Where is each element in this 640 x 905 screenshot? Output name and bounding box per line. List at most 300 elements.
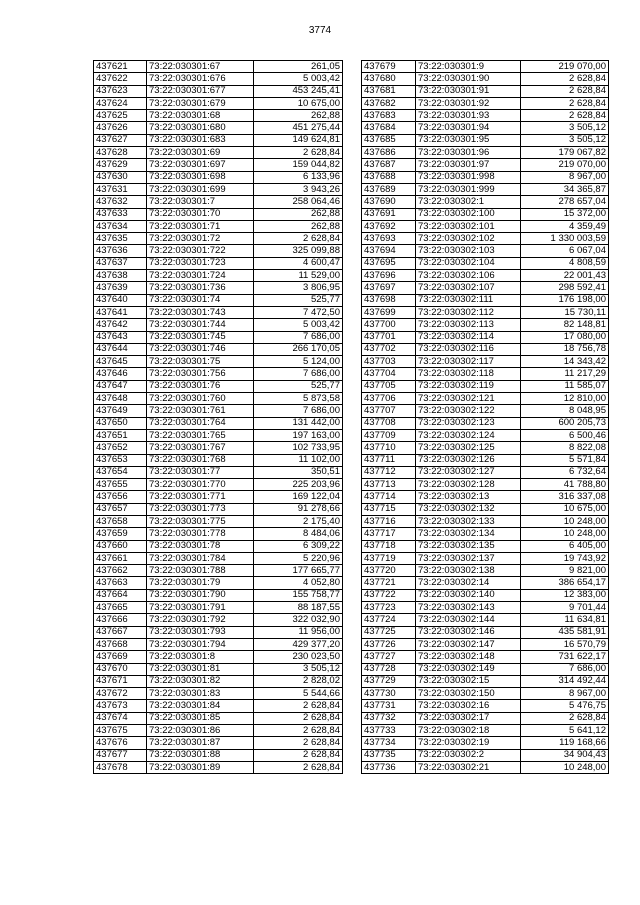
table-row	[362, 85, 609, 97]
row-number-cell: 437636	[94, 245, 147, 257]
amount-cell: 298 592,41	[521, 282, 609, 294]
amount-cell: 386 654,17	[521, 577, 609, 589]
table-row	[362, 638, 609, 650]
amount-cell: 179 067,82	[521, 147, 609, 159]
amount-cell: 2 628,84	[254, 737, 343, 749]
table-row	[362, 614, 609, 626]
amount-cell: 11 102,00	[254, 454, 343, 466]
amount-cell: 11 585,07	[521, 380, 609, 392]
row-number-cell: 437644	[94, 343, 147, 355]
amount-cell: 15 372,00	[521, 208, 609, 220]
amount-cell: 4 359,49	[521, 220, 609, 232]
amount-cell: 82 148,81	[521, 319, 609, 331]
table-row	[94, 368, 343, 380]
amount-cell: 131 442,00	[254, 417, 343, 429]
row-number-cell: 437628	[94, 147, 147, 159]
amount-cell: 4 600,47	[254, 257, 343, 269]
table-row	[94, 479, 343, 491]
table-row	[94, 614, 343, 626]
cadastral-number-cell: 73:22:030302:144	[416, 614, 521, 626]
row-number-cell: 437713	[362, 479, 416, 491]
amount-cell: 10 248,00	[521, 528, 609, 540]
amount-cell: 19 743,92	[521, 552, 609, 564]
row-number-cell: 437716	[362, 515, 416, 527]
table-row	[362, 491, 609, 503]
cadastral-number-cell: 73:22:030301:775	[147, 515, 254, 527]
table-row	[94, 712, 343, 724]
table-row	[94, 589, 343, 601]
amount-cell: 2 628,84	[254, 749, 343, 761]
row-number-cell: 437669	[94, 651, 147, 663]
amount-cell: 2 628,84	[254, 712, 343, 724]
amount-cell: 18 756,78	[521, 343, 609, 355]
row-number-cell: 437735	[362, 749, 416, 761]
row-number-cell: 437643	[94, 331, 147, 343]
table-row	[94, 749, 343, 761]
table-row	[94, 638, 343, 650]
amount-cell: 731 622,17	[521, 651, 609, 663]
table-row	[94, 675, 343, 687]
table-row	[94, 454, 343, 466]
cadastral-number-cell: 73:22:030302:150	[416, 688, 521, 700]
amount-cell: 262,88	[254, 208, 343, 220]
amount-cell: 325 099,88	[254, 245, 343, 257]
table-row	[94, 577, 343, 589]
row-number-cell: 437646	[94, 368, 147, 380]
amount-cell: 2 628,84	[254, 233, 343, 245]
cadastral-number-cell: 73:22:030302:19	[416, 737, 521, 749]
table-row	[94, 761, 343, 773]
row-number-cell: 437629	[94, 159, 147, 171]
cadastral-number-cell: 73:22:030302:101	[416, 220, 521, 232]
amount-cell: 149 624,81	[254, 134, 343, 146]
amount-cell: 17 080,00	[521, 331, 609, 343]
row-number-cell: 437632	[94, 196, 147, 208]
cadastral-number-cell: 73:22:030302:100	[416, 208, 521, 220]
amount-cell: 278 657,04	[521, 196, 609, 208]
cadastral-number-cell: 73:22:030301:70	[147, 208, 254, 220]
row-number-cell: 437694	[362, 245, 416, 257]
row-number-cell: 437722	[362, 589, 416, 601]
amount-cell: 102 733,95	[254, 442, 343, 454]
cadastral-number-cell: 73:22:030301:756	[147, 368, 254, 380]
row-number-cell: 437626	[94, 122, 147, 134]
cadastral-number-cell: 73:22:030301:746	[147, 343, 254, 355]
cadastral-number-cell: 73:22:030301:82	[147, 675, 254, 687]
table-row	[362, 73, 609, 85]
table-row	[362, 602, 609, 614]
row-number-cell: 437711	[362, 454, 416, 466]
row-number-cell: 437645	[94, 356, 147, 368]
cadastral-number-cell: 73:22:030302:146	[416, 626, 521, 638]
table-row	[362, 565, 609, 577]
amount-cell: 5 003,42	[254, 319, 343, 331]
cadastral-number-cell: 73:22:030301:8	[147, 651, 254, 663]
table-row	[362, 368, 609, 380]
amount-cell: 10 248,00	[521, 515, 609, 527]
cadastral-number-cell: 73:22:030302:126	[416, 454, 521, 466]
cadastral-number-cell: 73:22:030302:125	[416, 442, 521, 454]
table-row	[362, 319, 609, 331]
cadastral-number-cell: 73:22:030302:149	[416, 663, 521, 675]
amount-cell: 12 810,00	[521, 393, 609, 405]
cadastral-number-cell: 73:22:030301:999	[416, 183, 521, 195]
cadastral-number-cell: 73:22:030302:123	[416, 417, 521, 429]
cadastral-number-cell: 73:22:030301:698	[147, 171, 254, 183]
amount-cell: 8 484,06	[254, 528, 343, 540]
row-number-cell: 437651	[94, 429, 147, 441]
row-number-cell: 437699	[362, 306, 416, 318]
table-row	[362, 270, 609, 282]
row-number-cell: 437623	[94, 85, 147, 97]
row-number-cell: 437724	[362, 614, 416, 626]
amount-cell: 9 701,44	[521, 602, 609, 614]
cadastral-number-cell: 73:22:030301:83	[147, 688, 254, 700]
amount-cell: 10 675,00	[521, 503, 609, 515]
amount-cell: 12 383,00	[521, 589, 609, 601]
table-row	[94, 737, 343, 749]
row-number-cell: 437690	[362, 196, 416, 208]
cadastral-number-cell: 73:22:030301:90	[416, 73, 521, 85]
page-number: 3774	[308, 25, 332, 36]
amount-cell: 5 476,75	[521, 700, 609, 712]
amount-cell: 119 168,66	[521, 737, 609, 749]
cadastral-number-cell: 73:22:030302:21	[416, 761, 521, 773]
cadastral-number-cell: 73:22:030302:1	[416, 196, 521, 208]
table-row	[94, 73, 343, 85]
amount-cell: 10 248,00	[521, 761, 609, 773]
row-number-cell: 437661	[94, 552, 147, 564]
row-number-cell: 437663	[94, 577, 147, 589]
table-row	[94, 208, 343, 220]
table-row	[94, 393, 343, 405]
row-number-cell: 437680	[362, 73, 416, 85]
row-number-cell: 437698	[362, 294, 416, 306]
amount-cell: 88 187,55	[254, 602, 343, 614]
row-number-cell: 437707	[362, 405, 416, 417]
amount-cell: 525,77	[254, 380, 343, 392]
cadastral-number-cell: 73:22:030302:13	[416, 491, 521, 503]
amount-cell: 451 275,44	[254, 122, 343, 134]
row-number-cell: 437642	[94, 319, 147, 331]
cadastral-number-cell: 73:22:030301:67	[147, 61, 254, 73]
cadastral-number-cell: 73:22:030301:79	[147, 577, 254, 589]
table-row	[362, 220, 609, 232]
row-number-cell: 437664	[94, 589, 147, 601]
amount-cell: 2 628,84	[254, 700, 343, 712]
cadastral-number-cell: 73:22:030301:699	[147, 183, 254, 195]
cadastral-number-cell: 73:22:030302:134	[416, 528, 521, 540]
table-row	[94, 602, 343, 614]
cadastral-number-cell: 73:22:030301:771	[147, 491, 254, 503]
table-row	[362, 725, 609, 737]
row-number-cell: 437658	[94, 515, 147, 527]
cadastral-number-cell: 73:22:030301:93	[416, 110, 521, 122]
cadastral-number-cell: 73:22:030301:87	[147, 737, 254, 749]
table-row	[94, 171, 343, 183]
amount-cell: 261,05	[254, 61, 343, 73]
table-row	[362, 712, 609, 724]
table-row	[362, 749, 609, 761]
cadastral-number-cell: 73:22:030301:794	[147, 638, 254, 650]
table-row	[94, 626, 343, 638]
row-number-cell: 437728	[362, 663, 416, 675]
table-row	[94, 294, 343, 306]
amount-cell: 453 245,41	[254, 85, 343, 97]
amount-cell: 7 472,50	[254, 306, 343, 318]
cadastral-number-cell: 73:22:030302:14	[416, 577, 521, 589]
cadastral-number-cell: 73:22:030302:15	[416, 675, 521, 687]
row-number-cell: 437717	[362, 528, 416, 540]
cadastral-number-cell: 73:22:030302:121	[416, 393, 521, 405]
amount-cell: 41 788,80	[521, 479, 609, 491]
cadastral-number-cell: 73:22:030301:778	[147, 528, 254, 540]
row-number-cell: 437682	[362, 97, 416, 109]
amount-cell: 262,88	[254, 110, 343, 122]
amount-cell: 4 052,80	[254, 577, 343, 589]
cadastral-number-cell: 73:22:030301:92	[416, 97, 521, 109]
amount-cell: 230 023,50	[254, 651, 343, 663]
row-number-cell: 437681	[362, 85, 416, 97]
amount-cell: 11 634,81	[521, 614, 609, 626]
cadastral-number-cell: 73:22:030301:9	[416, 61, 521, 73]
cadastral-number-cell: 73:22:030301:86	[147, 725, 254, 737]
row-number-cell: 437649	[94, 405, 147, 417]
amount-cell: 5 873,58	[254, 393, 343, 405]
table-row	[94, 147, 343, 159]
cadastral-number-cell: 73:22:030301:761	[147, 405, 254, 417]
row-number-cell: 437647	[94, 380, 147, 392]
row-number-cell: 437673	[94, 700, 147, 712]
table-row	[362, 479, 609, 491]
cadastral-number-cell: 73:22:030301:722	[147, 245, 254, 257]
amount-cell: 266 170,05	[254, 343, 343, 355]
amount-cell: 262,88	[254, 220, 343, 232]
cadastral-number-cell: 73:22:030302:143	[416, 602, 521, 614]
amount-cell: 5 641,12	[521, 725, 609, 737]
amount-cell: 2 828,02	[254, 675, 343, 687]
table-row	[94, 183, 343, 195]
cadastral-number-cell: 73:22:030302:102	[416, 233, 521, 245]
row-number-cell: 437693	[362, 233, 416, 245]
amount-cell: 322 032,90	[254, 614, 343, 626]
row-number-cell: 437702	[362, 343, 416, 355]
cadastral-number-cell: 73:22:030301:724	[147, 270, 254, 282]
cadastral-number-cell: 73:22:030302:124	[416, 429, 521, 441]
table-row	[94, 85, 343, 97]
table-row	[94, 442, 343, 454]
cadastral-number-cell: 73:22:030302:122	[416, 405, 521, 417]
row-number-cell: 437691	[362, 208, 416, 220]
cadastral-number-cell: 73:22:030301:680	[147, 122, 254, 134]
table-row	[362, 257, 609, 269]
row-number-cell: 437675	[94, 725, 147, 737]
amount-cell: 429 377,20	[254, 638, 343, 650]
left-table	[93, 60, 343, 774]
amount-cell: 177 665,77	[254, 565, 343, 577]
amount-cell: 11 956,00	[254, 626, 343, 638]
cadastral-number-cell: 73:22:030301:764	[147, 417, 254, 429]
row-number-cell: 437677	[94, 749, 147, 761]
cadastral-number-cell: 73:22:030302:137	[416, 552, 521, 564]
table-row	[362, 515, 609, 527]
row-number-cell: 437714	[362, 491, 416, 503]
cadastral-number-cell: 73:22:030302:113	[416, 319, 521, 331]
table-row	[94, 122, 343, 134]
table-row	[362, 761, 609, 773]
amount-cell: 15 730,11	[521, 306, 609, 318]
row-number-cell: 437726	[362, 638, 416, 650]
cadastral-number-cell: 73:22:030302:103	[416, 245, 521, 257]
amount-cell: 435 581,91	[521, 626, 609, 638]
table-row	[94, 663, 343, 675]
table-row	[94, 306, 343, 318]
table-row	[94, 331, 343, 343]
table-row	[94, 319, 343, 331]
amount-cell: 1 330 003,59	[521, 233, 609, 245]
amount-cell: 5 544,66	[254, 688, 343, 700]
amount-cell: 7 686,00	[254, 331, 343, 343]
row-number-cell: 437683	[362, 110, 416, 122]
cadastral-number-cell: 73:22:030301:75	[147, 356, 254, 368]
cadastral-number-cell: 73:22:030301:768	[147, 454, 254, 466]
amount-cell: 3 505,12	[521, 134, 609, 146]
row-number-cell: 437715	[362, 503, 416, 515]
row-number-cell: 437671	[94, 675, 147, 687]
cadastral-number-cell: 73:22:030301:95	[416, 134, 521, 146]
table-row	[94, 565, 343, 577]
cadastral-number-cell: 73:22:030302:119	[416, 380, 521, 392]
cadastral-number-cell: 73:22:030302:2	[416, 749, 521, 761]
cadastral-number-cell: 73:22:030301:791	[147, 602, 254, 614]
cadastral-number-cell: 73:22:030302:104	[416, 257, 521, 269]
row-number-cell: 437670	[94, 663, 147, 675]
amount-cell: 219 070,00	[521, 61, 609, 73]
row-number-cell: 437634	[94, 220, 147, 232]
cadastral-number-cell: 73:22:030302:118	[416, 368, 521, 380]
cadastral-number-cell: 73:22:030301:745	[147, 331, 254, 343]
row-number-cell: 437637	[94, 257, 147, 269]
table-row	[362, 294, 609, 306]
table-row	[94, 417, 343, 429]
cadastral-number-cell: 73:22:030301:793	[147, 626, 254, 638]
row-number-cell: 437734	[362, 737, 416, 749]
amount-cell: 6 732,64	[521, 466, 609, 478]
cadastral-number-cell: 73:22:030301:88	[147, 749, 254, 761]
amount-cell: 2 628,84	[521, 73, 609, 85]
row-number-cell: 437684	[362, 122, 416, 134]
row-number-cell: 437709	[362, 429, 416, 441]
cadastral-number-cell: 73:22:030302:17	[416, 712, 521, 724]
amount-cell: 5 124,00	[254, 356, 343, 368]
row-number-cell: 437668	[94, 638, 147, 650]
row-number-cell: 437641	[94, 306, 147, 318]
amount-cell: 2 175,40	[254, 515, 343, 527]
row-number-cell: 437665	[94, 602, 147, 614]
table-row	[94, 270, 343, 282]
table-row	[94, 528, 343, 540]
amount-cell: 2 628,84	[521, 712, 609, 724]
table-row	[94, 380, 343, 392]
row-number-cell: 437700	[362, 319, 416, 331]
cadastral-number-cell: 73:22:030301:998	[416, 171, 521, 183]
cadastral-number-cell: 73:22:030302:133	[416, 515, 521, 527]
table-row	[362, 651, 609, 663]
table-row	[94, 552, 343, 564]
row-number-cell: 437635	[94, 233, 147, 245]
table-row	[362, 147, 609, 159]
amount-cell: 314 492,44	[521, 675, 609, 687]
row-number-cell: 437697	[362, 282, 416, 294]
table-row	[362, 306, 609, 318]
table-row	[94, 405, 343, 417]
amount-cell: 600 205,73	[521, 417, 609, 429]
row-number-cell: 437703	[362, 356, 416, 368]
amount-cell: 9 821,00	[521, 565, 609, 577]
cadastral-number-cell: 73:22:030301:91	[416, 85, 521, 97]
cadastral-number-cell: 73:22:030301:84	[147, 700, 254, 712]
cadastral-number-cell: 73:22:030301:723	[147, 257, 254, 269]
row-number-cell: 437705	[362, 380, 416, 392]
table-row	[362, 233, 609, 245]
cadastral-number-cell: 73:22:030302:16	[416, 700, 521, 712]
row-number-cell: 437633	[94, 208, 147, 220]
row-number-cell: 437704	[362, 368, 416, 380]
table-row	[362, 688, 609, 700]
table-row	[94, 220, 343, 232]
row-number-cell: 437685	[362, 134, 416, 146]
amount-cell: 3 505,12	[254, 663, 343, 675]
cadastral-number-cell: 73:22:030301:68	[147, 110, 254, 122]
cadastral-number-cell: 73:22:030301:788	[147, 565, 254, 577]
table-row	[362, 356, 609, 368]
cadastral-number-cell: 73:22:030301:679	[147, 97, 254, 109]
table-row	[362, 97, 609, 109]
table-row	[94, 257, 343, 269]
table-row	[362, 675, 609, 687]
table-row	[362, 61, 609, 73]
table-row	[94, 725, 343, 737]
table-row	[94, 540, 343, 552]
amount-cell: 3 943,26	[254, 183, 343, 195]
amount-cell: 22 001,43	[521, 270, 609, 282]
cadastral-number-cell: 73:22:030302:135	[416, 540, 521, 552]
row-number-cell: 437689	[362, 183, 416, 195]
cadastral-number-cell: 73:22:030301:676	[147, 73, 254, 85]
row-number-cell: 437720	[362, 565, 416, 577]
table-row	[362, 110, 609, 122]
table-row	[94, 196, 343, 208]
table-row	[362, 466, 609, 478]
row-number-cell: 437687	[362, 159, 416, 171]
table-row	[362, 417, 609, 429]
table-row	[362, 343, 609, 355]
table-row	[94, 61, 343, 73]
table-row	[362, 183, 609, 195]
row-number-cell: 437674	[94, 712, 147, 724]
row-number-cell: 437727	[362, 651, 416, 663]
amount-cell: 6 067,04	[521, 245, 609, 257]
table-row	[362, 159, 609, 171]
cadastral-number-cell: 73:22:030301:792	[147, 614, 254, 626]
amount-cell: 8 967,00	[521, 688, 609, 700]
row-number-cell: 437654	[94, 466, 147, 478]
row-number-cell: 437622	[94, 73, 147, 85]
amount-cell: 8 048,95	[521, 405, 609, 417]
table-row	[362, 528, 609, 540]
table-row	[362, 737, 609, 749]
amount-cell: 225 203,96	[254, 479, 343, 491]
